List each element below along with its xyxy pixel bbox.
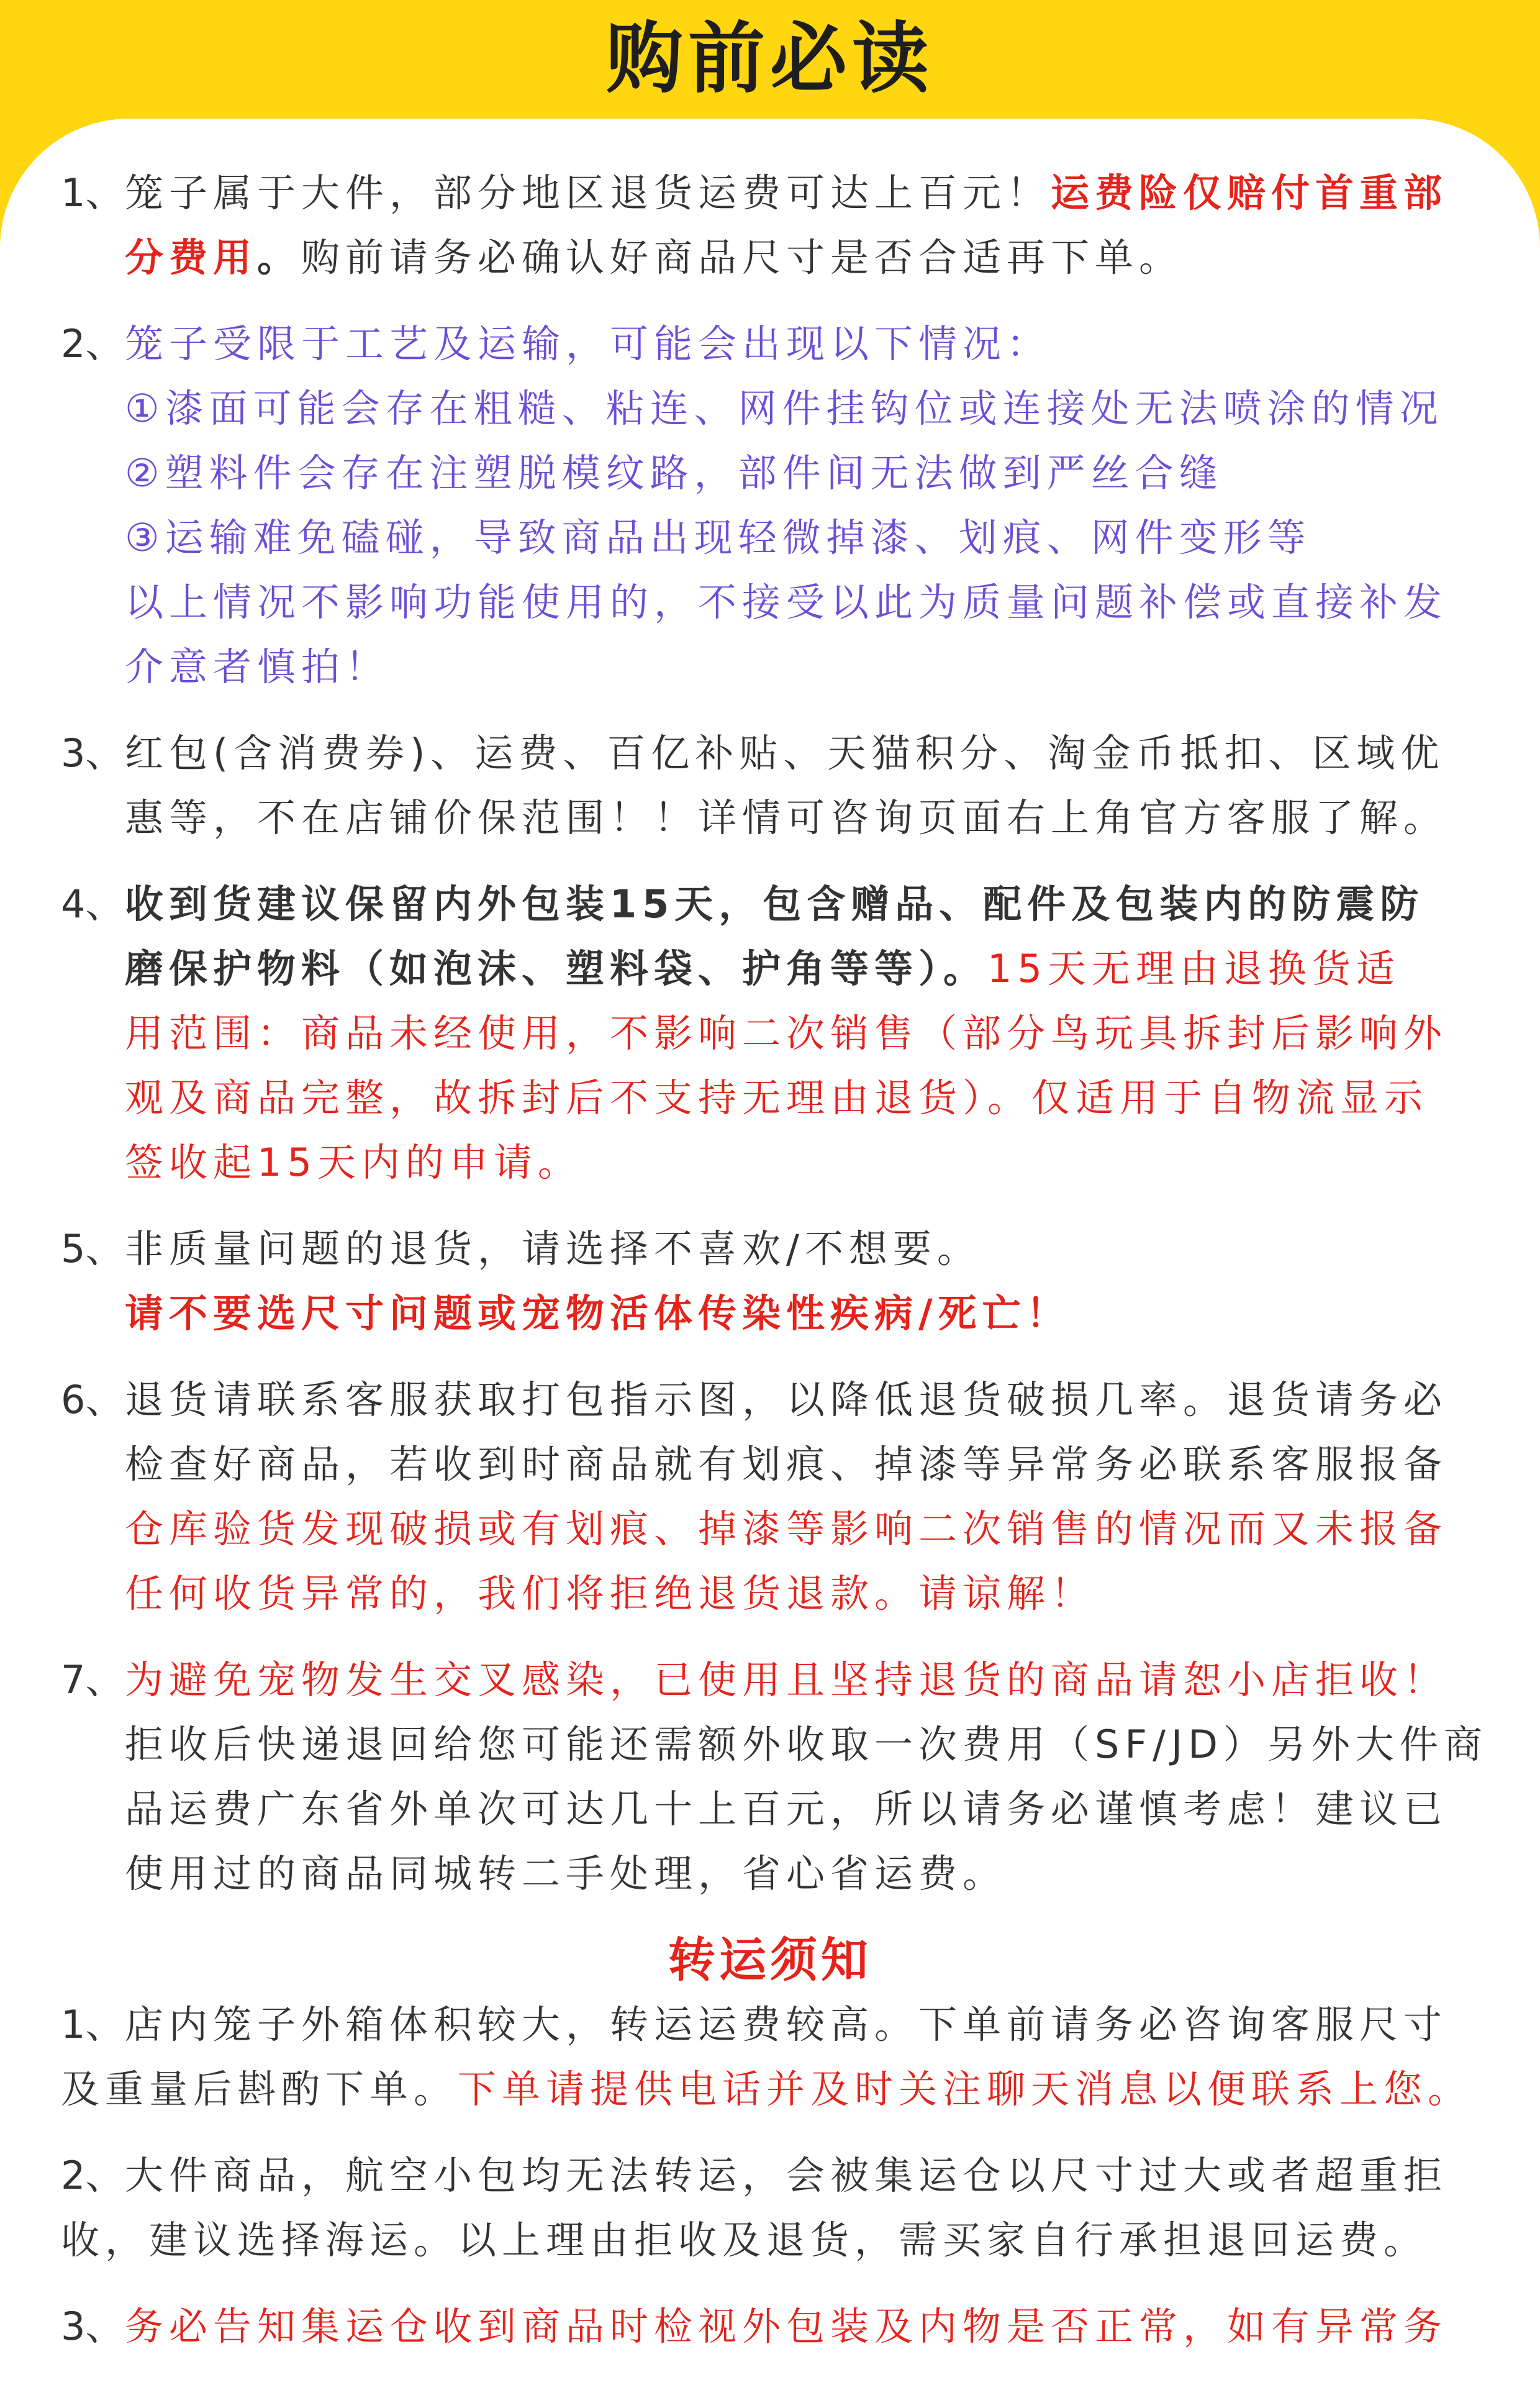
text-segment: ②塑料件会存在注塑脱模纹路，部件间无法做到严丝合缝: [125, 450, 1223, 496]
text-line: [0, 1712, 1540, 1777]
notice-item-5: [0, 1217, 1540, 1346]
text-line: [0, 1281, 1540, 1346]
content-area: [0, 161, 1540, 2381]
text-segment: 。: [257, 235, 302, 280]
item-number: 6、: [61, 1377, 124, 1422]
text-line: [0, 506, 1540, 570]
text-line: [0, 1217, 1540, 1281]
transfer-item-2: [0, 2143, 1540, 2273]
transfer-item-1: [0, 1992, 1540, 2122]
text-segment: 惠等，不在店铺价保范围！！详情可咨询页面右上角官方客服了解。: [125, 795, 1448, 840]
text-line: [0, 786, 1540, 850]
text-segment: 退货请联系客服获取打包指示图，以降低退货破损几率。退货请务必: [125, 1377, 1448, 1422]
transfer-item-3: [0, 2294, 1540, 2359]
text-segment: 笼子受限于工艺及运输，可能会出现以下情况：: [125, 321, 1051, 366]
text-segment: 及重量后斟酌下单。: [61, 2066, 458, 2112]
text-line: [0, 2208, 1540, 2273]
text-segment: 使用过的商品同城转二手处理，省心省运费。: [125, 1851, 1007, 1896]
text-line: [0, 937, 1540, 1001]
text-line: [0, 225, 1540, 290]
text-segment: 大件商品，航空小包均无法转运，会被集运仓以尺寸过大或者超重拒: [125, 2153, 1448, 2198]
notice-item-7: [0, 1648, 1540, 1906]
text-segment: 收，建议选择海运。以上理由拒收及退货，需买家自行承担退回运费。: [61, 2217, 1428, 2263]
text-line: [0, 161, 1540, 225]
text-segment: 店内笼子外箱体积较大，转运运费较高。下单前请务必咨询客服尺寸: [125, 2002, 1448, 2047]
text-line: [0, 2143, 1540, 2208]
text-segment: 购前请务必确认好商品尺寸是否合适再下单。: [301, 235, 1184, 280]
text-line: [0, 635, 1540, 699]
text-segment: 签收起15天内的申请。: [125, 1140, 582, 1185]
text-segment: 笼子属于大件，部分地区退货运费可达上百元！: [125, 170, 1051, 216]
transfer-list: [0, 1992, 1540, 2359]
text-segment: 红包(含消费券)、运费、百亿补贴、天猫积分、淘金币抵扣、区域优: [125, 730, 1445, 776]
text-line: [0, 1842, 1540, 1906]
text-segment: 请不要选尺寸问题或宠物活体传染性疾病/死亡！: [125, 1291, 1071, 1336]
text-line: [0, 376, 1540, 441]
text-line: [0, 1992, 1540, 2057]
text-segment: 收到货建议保留内外包装15天，包含赠品、配件及包装内的防震防: [125, 881, 1424, 927]
text-line: [0, 1777, 1540, 1842]
text-line: [0, 2057, 1540, 2122]
item-number: 5、: [61, 1226, 124, 1271]
text-segment: 15天无理由退换货适: [987, 946, 1400, 991]
text-segment: 磨保护物料（如泡沫、塑料袋、护角等等）。: [125, 946, 988, 991]
text-line: [0, 1130, 1540, 1195]
text-line: [0, 1561, 1540, 1626]
notice-list: [0, 161, 1540, 1906]
text-line: [0, 2294, 1540, 2359]
text-segment: 观及商品完整，故拆封后不支持无理由退货）。仅适用于自物流显示: [125, 1075, 1429, 1120]
text-segment: 分费用: [125, 235, 258, 280]
page-title: 购前必读: [605, 14, 934, 104]
text-line: [0, 721, 1540, 786]
item-number: 1、: [61, 170, 124, 216]
text-line: [0, 312, 1540, 376]
notice-item-3: [0, 721, 1540, 850]
notice-item-6: [0, 1368, 1540, 1626]
text-line: [0, 441, 1540, 506]
text-line: [0, 872, 1540, 937]
text-line: [0, 1648, 1540, 1712]
text-segment: 非质量问题的退货，请选择不喜欢/不想要。: [125, 1226, 981, 1271]
notice-item-2: [0, 312, 1540, 699]
text-segment: 仓库验货发现破损或有划痕、掉漆等影响二次销售的情况而又未报备: [125, 1506, 1448, 1551]
text-segment: 运费险仅赔付首重部: [1051, 170, 1448, 216]
text-segment: 任何收货异常的，我们将拒绝退货退款。请谅解！: [125, 1571, 1095, 1616]
text-line: [0, 1066, 1540, 1130]
item-number: 2、: [61, 2153, 124, 2198]
notice-item-1: [0, 161, 1540, 290]
text-segment: 拒收后快递退回给您可能还需额外收取一次费用（SF/JD）另外大件商: [125, 1722, 1488, 1767]
text-segment: 品运费广东省外单次可达几十上百元，所以请务必谨慎考虑！建议已: [125, 1786, 1448, 1832]
text-line: [0, 1001, 1540, 1066]
item-number: 2、: [61, 321, 124, 366]
text-line: [0, 1497, 1540, 1561]
text-line: [0, 570, 1540, 635]
item-number: 7、: [61, 1657, 124, 1702]
notice-item-4: [0, 872, 1540, 1195]
text-segment: 为避免宠物发生交叉感染，已使用且坚持退货的商品请恕小店拒收！: [125, 1657, 1448, 1702]
transfer-heading: 转运须知: [668, 1932, 872, 1988]
text-segment: ①漆面可能会存在粗糙、粘连、网件挂钩位或连接处无法喷涂的情况: [125, 386, 1444, 431]
text-segment: 检查好商品，若收到时商品就有划痕、掉漆等异常务必联系客服报备: [125, 1442, 1448, 1487]
text-line: [0, 1432, 1540, 1497]
text-segment: ③运输难免磕碰，导致商品出现轻微掉漆、划痕、网件变形等: [125, 515, 1311, 560]
text-line: [0, 1368, 1540, 1432]
text-segment: 介意者慎拍！: [125, 644, 390, 689]
text-segment: 下单请提供电话并及时关注聊天消息以便联系上您。: [458, 2066, 1472, 2112]
text-segment: 以上情况不影响功能使用的，不接受以此为质量问题补偿或直接补发: [125, 579, 1448, 625]
item-number: 4、: [61, 881, 124, 927]
text-segment: 务必告知集运仓收到商品时检视外包装及内物是否正常，如有异常务: [125, 2304, 1448, 2349]
item-number: 1、: [61, 2002, 124, 2047]
item-number: 3、: [61, 730, 124, 776]
text-segment: 用范围：商品未经使用，不影响二次销售（部分鸟玩具拆封后影响外: [125, 1011, 1448, 1056]
item-number: 3、: [61, 2304, 124, 2349]
